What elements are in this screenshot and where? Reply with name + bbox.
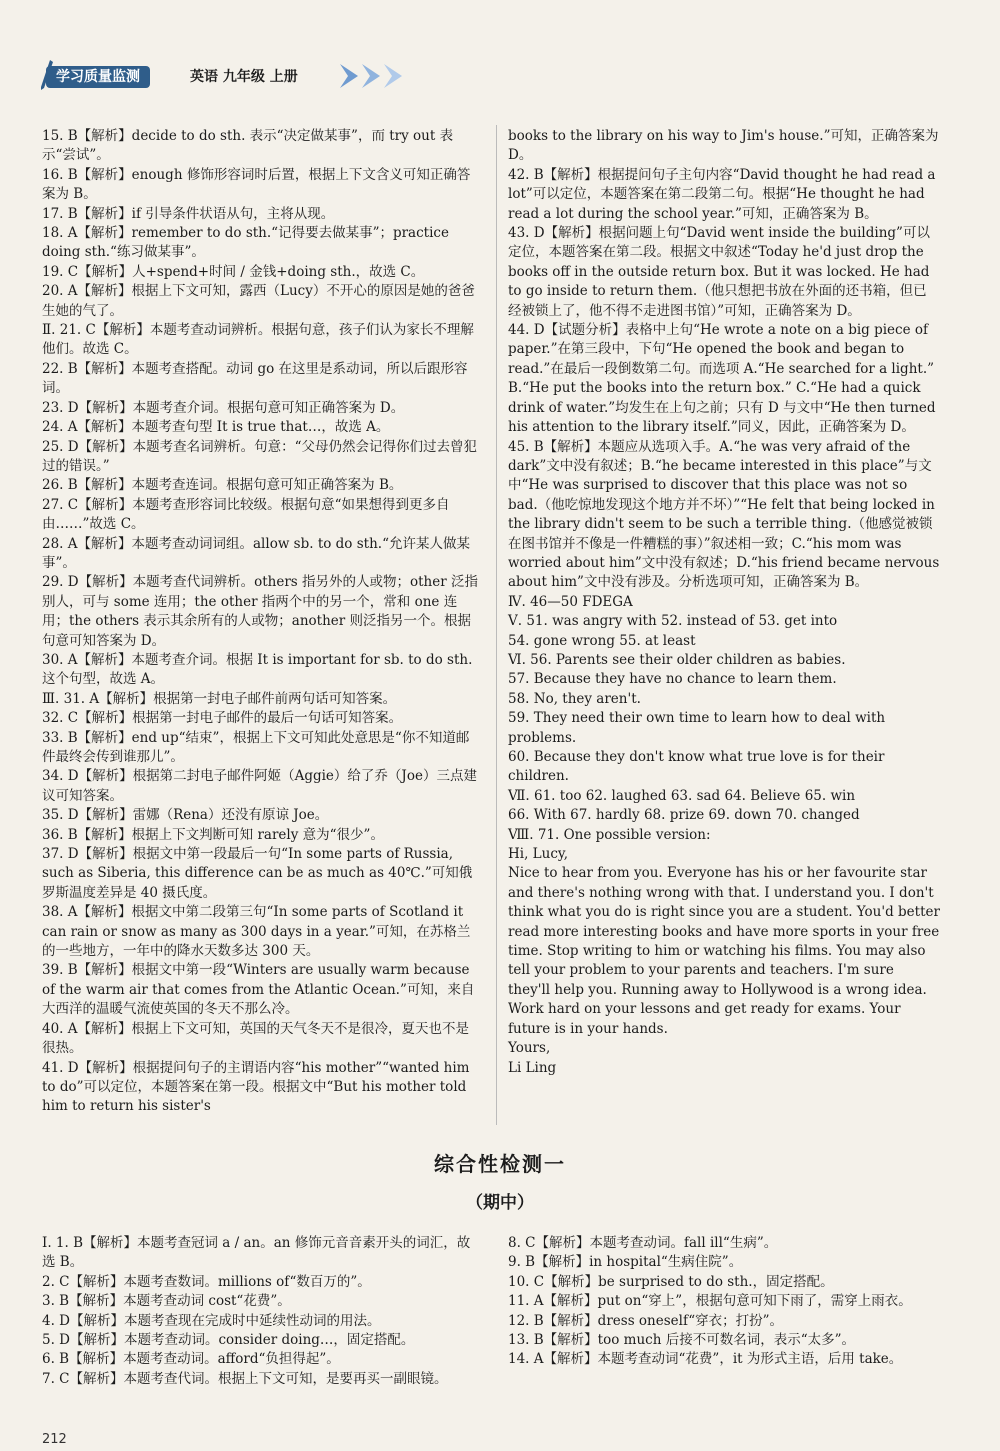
- answer-item: 54. gone wrong 55. at least: [508, 632, 696, 649]
- answer-item: 9. B【解析】in hospital“生病住院”。: [508, 1254, 743, 1271]
- answer-item: 37. D【解析】根据文中第一段最后一句“In some parts of Russia, such as Siberia, this difference can be as much as 40℃.”可知俄罗斯温度差异是 40 摄氏度。: [42, 846, 473, 901]
- answer-item: 41. D【解析】根据提问句子的主谓语内容“his mother”“wanted him to do”可以定位，本题答案在第一段。根据文中“But his mother told him to return his sister's: [42, 1059, 470, 1115]
- page-number: 212: [42, 1432, 67, 1447]
- answer-item: 4. D【解析】本题考查现在完成时中延续性动词的用法。: [42, 1312, 381, 1329]
- answer-item: Hi, Lucy,: [508, 846, 569, 863]
- answer-item: 39. B【解析】根据文中第一段“Winters are usually warm because of the warm air that comes from the Atlantic Ocean.”可知，来自大西洋的温暖气流使英国的冬天不那么冷。: [42, 962, 475, 1018]
- section-title: 综合性检测一: [434, 1152, 566, 1176]
- answer-item: 59. They need their own time to learn how to deal with problems.: [508, 710, 886, 746]
- header-series: 学习质量监测: [46, 66, 150, 88]
- answer-item: 44. D【试题分析】表格中上句“He wrote a note on a big piece of paper.”在第三段中，下句“He opened the book and began to read.”在最后一段倒数第二句。而选项 A.“He searched for a light.” B.“He put the books into the return box.” C.“He had a quick drink of water.”均发生在上句之前；只有 D 与文中“He then turned his attention to the library itself.”同义，因此，正确答案为 D。: [508, 322, 936, 436]
- answer-item: 22. B【解析】本题考查搭配。动词 go 在这里是系动词，所以后跟形容词。: [42, 360, 468, 397]
- answer-item: Work hard on your lessons and get ready for exams. Your future is in your hands.: [508, 1001, 901, 1037]
- answer-item: 43. D【解析】根据问题上句“David went inside the building”可以定位，本题答案在第二段。根据文中叙述“Today he'd just drop the books off in the outside return box. But it was locked. He had to go inside to return them.（他只想把书放在外面的还书箱，但已经被锁上了，他不得不走进图书馆）”可知，正确答案为 D。: [508, 225, 930, 319]
- answer-item: books to the library on his way to Jim's house.”可知，正确答案为 D。: [508, 128, 939, 164]
- answer-item: 30. A【解析】本题考查介词。根据 It is important for sb. to do sth. 这个句型，故选 A。: [42, 651, 473, 688]
- answer-item: 19. C【解析】人+spend+时间 / 金钱+doing sth.，故选 C。: [42, 263, 425, 280]
- answer-item: 34. D【解析】根据第二封电子邮件阿姬（Aggie）给了乔（Joe）三点建议可知答案。: [42, 768, 477, 804]
- answer-item: 11. A【解析】put on“穿上”，根据句意可知下雨了，需穿上雨衣。: [508, 1293, 912, 1310]
- answer-item: 58. No, they aren't.: [508, 690, 641, 707]
- answer-item: Yours,: [508, 1040, 551, 1057]
- answer-item: 7. C【解析】本题考查代词。根据上下文可知，是要再买一副眼镜。: [42, 1370, 448, 1387]
- section-subtitle: （期中）: [466, 1193, 534, 1213]
- answer-item: 40. A【解析】根据上下文可知，英国的天气冬天不是很冷，夏天也不是很热。: [42, 1020, 470, 1057]
- answer-item: 23. D【解析】本题考查介词。根据句意可知正确答案为 D。: [42, 399, 405, 416]
- answer-item: 24. A【解析】本题考查句型 It is true that…，故选 A。: [42, 419, 390, 436]
- answer-item: 36. B【解析】根据上下文判断可知 rarely 意为“很少”。: [42, 826, 384, 843]
- answer-item: 8. C【解析】本题考查动词。fall ill“生病”。: [508, 1235, 778, 1251]
- answer-item: Nice to hear from you. Everyone has his or her favourite star and there's nothing wrong with that. I understand you. I don't think what you do is right since you are a student. You'd better read more interesting books and have more sports in your free time. Stop writing to him or watching his films. You may also tell your problem to your parents and teachers. I'm sure they'll help you. Running away to Hollywood is a wrong idea.: [508, 865, 940, 998]
- answer-item: 60. Because they don't know what true love is for their children.: [508, 749, 885, 785]
- answer-item: 17. B【解析】if 引导条件状语从句，主将从现。: [42, 205, 335, 222]
- answer-item: 2. C【解析】本题考查数词。millions of“数百万的”。: [42, 1273, 371, 1290]
- answer-item: 16. B【解析】enough 修饰形容词时后置，根据上下文含义可知正确答案为 B。: [42, 166, 471, 203]
- answer-item: 15. B【解析】decide to do sth. 表示“决定做某事”，而 try out 表示“尝试”。: [42, 128, 454, 164]
- answer-item: Ⅷ. 71. One possible version:: [508, 826, 711, 843]
- answer-item: Ⅶ. 61. too 62. laughed 63. sad 64. Believe 65. win: [508, 787, 856, 804]
- answer-item: 12. B【解析】dress oneself“穿衣；打扮”。: [508, 1312, 784, 1329]
- answer-item: 32. C【解析】根据第一封电子邮件的最后一句话可知答案。: [42, 710, 403, 727]
- answer-item: 35. D【解析】雷娜（Rena）还没有原谅 Joe。: [42, 807, 329, 824]
- answer-item: 38. A【解析】根据文中第二段第三句“In some parts of Scotland it can rain or snow as many as 300 days in a year.”可知，在苏格兰的一些地方，一年中的降水天数多达 300 天。: [42, 904, 471, 960]
- answer-item: Ⅳ. 46—50 FDEGA: [508, 593, 633, 610]
- answer-item: 27. C【解析】本题考查形容词比较级。根据句意“如果想得到更多自由……”故选 C。: [42, 496, 450, 533]
- answer-item: 6. B【解析】本题考查动词。afford“负担得起”。: [42, 1351, 340, 1368]
- answer-item: 29. D【解析】本题考查代词辨析。others 指另外的人或物；other 泛指别人，可与 some 连用；the other 指两个中的另一个，常和 one 连用；the others 表示其余所有的人或物；another 则泛指另一个。根据句意可知答案为 D。: [42, 574, 478, 649]
- answer-item: Li Ling: [508, 1059, 557, 1076]
- page-header: [40, 60, 420, 94]
- answer-item: Ⅲ. 31. A【解析】根据第一封电子邮件前两句话可知答案。: [42, 690, 397, 707]
- section-column-right: [508, 1234, 940, 1370]
- answer-item: 33. B【解析】end up“结束”，根据上下文可知此处意思是“你不知道邮件最终会传到谁那儿”。: [42, 729, 470, 765]
- header-subject: 英语 九年级 上册: [190, 69, 298, 85]
- answer-item: Ⅴ. 51. was angry with 52. instead of 53. get into: [508, 613, 838, 630]
- chevron-arrows-icon: [340, 62, 450, 90]
- answer-item: 13. B【解析】too much 后接不可数名词，表示“太多”。: [508, 1332, 855, 1349]
- answer-item: 3. B【解析】本题考查动词 cost“花费”。: [42, 1293, 291, 1310]
- answer-item: 25. D【解析】本题考查名词辨析。句意：“父母仍然会记得你们过去曾犯过的错误。”: [42, 438, 477, 474]
- section-column-left: [42, 1234, 482, 1389]
- answer-item: Ⅵ. 56. Parents see their older children as babies.: [508, 651, 846, 668]
- answer-item: 26. B【解析】本题考查连词。根据句意可知正确答案为 B。: [42, 477, 403, 494]
- answer-item: 18. A【解析】remember to do sth.“记得要去做某事”；practice doing sth.“练习做某事”。: [42, 225, 449, 261]
- answer-item: Ⅰ. 1. B【解析】本题考查冠词 a / an。an 修饰元音音素开头的词汇，故选 B。: [42, 1235, 471, 1271]
- answer-item: 14. A【解析】本题考查动词“花费”，it 为形式主语，后用 take。: [508, 1351, 903, 1368]
- answer-column-right: [508, 127, 940, 1078]
- answer-column-left: [42, 127, 482, 1117]
- answer-item: 28. A【解析】本题考查动词词组。allow sb. to do sth.“允许某人做某事”。: [42, 535, 470, 571]
- answer-item: 57. Because they have no chance to learn them.: [508, 671, 837, 688]
- column-divider: [496, 125, 497, 1125]
- answer-item: 66. With 67. hardly 68. prize 69. down 70. changed: [508, 807, 860, 824]
- answer-item: 5. D【解析】本题考查动词。consider doing…，固定搭配。: [42, 1332, 415, 1349]
- answer-item: Ⅱ. 21. C【解析】本题考查动词辨析。根据句意，孩子们认为家长不理解他们。故选 C。: [42, 322, 474, 358]
- answer-item: 20. A【解析】根据上下文可知，露西（Lucy）不开心的原因是她的爸爸生她的气了。: [42, 283, 475, 319]
- answer-item: 45. B【解析】本题应从选项入手。A.“he was very afraid of the dark”文中没有叙述；B.“he became interested in this place”与文中“He was surprised to discover that this place was not so bad.（他吃惊地发现这个地方并不坏）”“He felt that being locked in the library didn't seem to be such a terrible thing.（他感觉被锁在图书馆并不像是一件糟糕的事）”叙述相一致；C.“his mom was worried about him”文中没有叙述；D.“his friend became nervous about him”文中没有涉及。分析选项可知，正确答案为 B。: [508, 438, 940, 591]
- answer-item: 10. C【解析】be surprised to do sth.，固定搭配。: [508, 1273, 834, 1290]
- answer-item: 42. B【解析】根据提问句子主句内容“David thought he had read a lot”可以定位，本题答案在第二段第二句。根据“He thought he had read a lot during the school year.”可知，正确答案为 B。: [508, 166, 936, 222]
